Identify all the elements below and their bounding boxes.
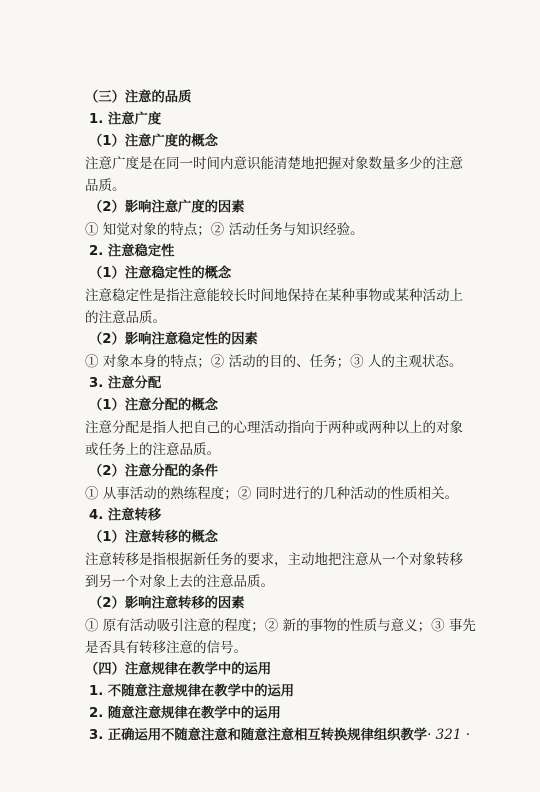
topic-heading: （2）影响注意广度的因素 <box>89 200 245 215</box>
paragraph-line: 注意广度是在同一时间内意识能清楚地把握对象数量多少的注意 <box>85 156 463 172</box>
page-content <box>85 87 476 747</box>
section-heading: （四）注意规律在教学中的运用 <box>85 662 272 677</box>
paragraph-line: 到另一个对象上去的注意品质。 <box>85 574 274 590</box>
paragraph-line: 是否具有转移注意的信号。 <box>85 640 247 656</box>
paragraph-line: ① 从事活动的熟练程度；② 同时进行的几种活动的性质相关。 <box>85 486 459 502</box>
topic-heading: （2）注意分配的条件 <box>89 464 218 479</box>
subsection-heading: 2. 注意稳定性 <box>89 244 175 259</box>
paragraph-line: 或任务上的注意品质。 <box>85 442 220 458</box>
topic-heading: （1）注意稳定性的概念 <box>89 266 232 281</box>
topic-heading: （1）注意分配的概念 <box>89 398 218 413</box>
section-heading: （三）注意的品质 <box>85 90 192 105</box>
subsection-heading: 1. 不随意注意规律在教学中的运用 <box>89 684 295 699</box>
subsection-heading: 3. 注意分配 <box>89 376 162 391</box>
paragraph-line: ① 原有活动吸引注意的程度；② 新的事物的性质与意义；③ 事先 <box>85 618 476 634</box>
topic-heading: （1）注意广度的概念 <box>89 134 218 149</box>
paragraph-line: 注意转移是指根据新任务的要求，主动地把注意从一个对象转移 <box>85 552 463 568</box>
page-number: · 321 · <box>427 727 470 743</box>
topic-heading: （1）注意转移的概念 <box>89 530 218 545</box>
paragraph-line: ① 知觉对象的特点；② 活动任务与知识经验。 <box>85 222 364 238</box>
paragraph-line: 注意稳定性是指注意能较长时间地保持在某种事物或某种活动上 <box>85 288 463 304</box>
subsection-heading: 1. 注意广度 <box>89 112 162 127</box>
paragraph-line: ① 对象本身的特点；② 活动的目的、任务；③ 人的主观状态。 <box>85 354 463 370</box>
topic-heading: （2）影响注意转移的因素 <box>89 596 245 611</box>
subsection-heading: 3. 正确运用不随意注意和随意注意相互转换规律组织教学 <box>89 728 428 743</box>
paragraph-line: 的注意品质。 <box>85 310 166 326</box>
paragraph-line: 品质。 <box>85 178 126 194</box>
topic-heading: （2）影响注意稳定性的因素 <box>89 332 258 347</box>
paragraph-line: 注意分配是指人把自己的心理活动指向于两种或两种以上的对象 <box>85 420 463 436</box>
subsection-heading: 4. 注意转移 <box>89 508 162 523</box>
subsection-heading: 2. 随意注意规律在教学中的运用 <box>89 706 281 721</box>
